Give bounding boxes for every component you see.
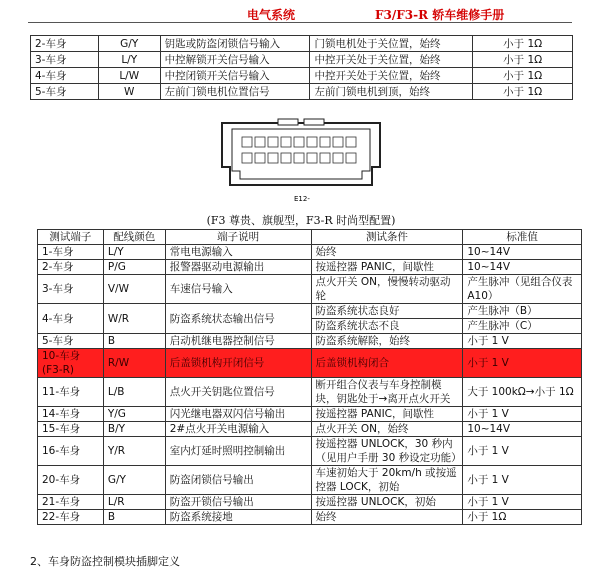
table-row <box>31 52 573 68</box>
terminal-desc-cell: 中控解锁开关信号输入 <box>160 52 310 68</box>
terminal-cell: 2-车身 <box>38 260 104 275</box>
test-condition-cell: 左前门锁电机到顶，始终 <box>310 84 473 100</box>
terminal-cell: 21-车身 <box>38 495 104 510</box>
terminal-cell: 4-车身 <box>38 304 104 334</box>
standard-value-cell: 小于 1 V <box>463 437 582 466</box>
terminal-cell: 11-车身 <box>38 378 104 407</box>
standard-value-cell: 产生脉冲（B） <box>463 304 582 319</box>
wire-color-cell: Y/G <box>103 407 165 422</box>
standard-value-cell: 小于 1Ω <box>473 68 573 84</box>
test-condition-cell: 点火开关 ON，慢慢转动驱动轮 <box>311 275 463 304</box>
test-condition-cell: 门锁电机处于关位置，始终 <box>310 36 473 52</box>
table-row <box>38 495 582 510</box>
wire-color-cell: B/Y <box>103 422 165 437</box>
table-row <box>38 245 582 260</box>
test-condition-cell: 按遥控器 PANIC，间歇性 <box>311 407 463 422</box>
table-row <box>38 422 582 437</box>
test-condition-cell: 始终 <box>311 245 463 260</box>
standard-value-cell: 大于 100kΩ→小于 1Ω <box>463 378 582 407</box>
terminal-cell: 10-车身 (F3-R) <box>38 349 104 378</box>
test-condition-cell: 防盗系统状态良好 <box>311 304 463 319</box>
table-row <box>38 275 582 304</box>
standard-value-cell: 10~14V <box>463 260 582 275</box>
terminal-cell: 3-车身 <box>38 275 104 304</box>
terminal-desc-cell: 点火开关钥匙位置信号 <box>165 378 311 407</box>
header-terminal-desc: 端子说明 <box>165 230 311 245</box>
table-row <box>38 378 582 407</box>
terminal-desc-cell: 钥匙或防盗闭锁信号输入 <box>160 36 310 52</box>
connector-caption: (F3 尊贵、旗舰型，F3-R 时尚型配置) <box>206 214 396 227</box>
table-row <box>38 437 582 466</box>
wire-color-cell: W/R <box>103 304 165 334</box>
terminal-desc-cell: 报警器驱动电源输出 <box>165 260 311 275</box>
terminal-table-main <box>37 229 582 525</box>
standard-value-cell: 小于 1Ω <box>473 84 573 100</box>
table-row <box>38 466 582 495</box>
table-row-highlighted <box>38 349 582 378</box>
standard-value-cell: 小于 1 V <box>463 334 582 349</box>
standard-value-cell: 小于 1Ω <box>463 510 582 525</box>
standard-value-cell: 小于 1Ω <box>473 52 573 68</box>
table-row <box>31 68 573 84</box>
connector-label: E12- <box>294 195 310 203</box>
wire-color-cell: L/Y <box>98 52 160 68</box>
header-divider <box>28 22 572 23</box>
table-row <box>38 304 582 319</box>
connector-pins <box>242 137 356 163</box>
wire-color-cell: L/R <box>103 495 165 510</box>
test-condition-cell: 断开组合仪表与车身控制模块，钥匙处于→离开点火开关 <box>311 378 463 407</box>
wire-color-cell: B <box>103 334 165 349</box>
standard-value-cell: 小于 1Ω <box>473 36 573 52</box>
wire-color-cell: Y/R <box>103 437 165 466</box>
test-condition-cell: 防盗系统状态不良 <box>311 319 463 334</box>
section-footer-title: 2、车身防盗控制模块插脚定义 <box>30 555 180 568</box>
terminal-desc-cell: 防盗闭锁信号输出 <box>165 466 311 495</box>
terminal-cell: 3-车身 <box>31 52 99 68</box>
terminal-cell: 15-车身 <box>38 422 104 437</box>
terminal-cell: 14-车身 <box>38 407 104 422</box>
terminal-cell: 20-车身 <box>38 466 104 495</box>
terminal-desc-cell: 左前门锁电机位置信号 <box>160 84 310 100</box>
table-header-row <box>38 230 582 245</box>
terminal-cell: 1-车身 <box>38 245 104 260</box>
test-condition-cell: 按遥控器 PANIC，间歇性 <box>311 260 463 275</box>
terminal-cell: 5-车身 <box>38 334 104 349</box>
wire-color-cell: L/W <box>98 68 160 84</box>
section-title: 电气系统 <box>247 8 296 22</box>
wire-color-cell: L/B <box>103 378 165 407</box>
table-row <box>38 407 582 422</box>
standard-value-cell: 小于 1 V <box>463 349 582 378</box>
wire-color-cell: P/G <box>103 260 165 275</box>
test-condition-cell: 中控开关处于关位置，始终 <box>310 52 473 68</box>
test-condition-cell: 点火开关 ON，始终 <box>311 422 463 437</box>
wire-color-cell: W <box>98 84 160 100</box>
test-condition-cell: 按遥控器 UNLOCK，初始 <box>311 495 463 510</box>
terminal-desc-cell: 2#点火开关电源输入 <box>165 422 311 437</box>
terminal-desc-cell: 启动机继电器控制信号 <box>165 334 311 349</box>
wire-color-cell: G/Y <box>103 466 165 495</box>
terminal-cell: 16-车身 <box>38 437 104 466</box>
header-standard-value: 标准值 <box>463 230 582 245</box>
wire-color-cell: G/Y <box>98 36 160 52</box>
connector-diagram <box>212 115 390 205</box>
terminal-desc-cell: 室内灯延时照明控制输出 <box>165 437 311 466</box>
wire-color-cell: B <box>103 510 165 525</box>
wire-color-cell: L/Y <box>103 245 165 260</box>
test-condition-cell: 始终 <box>311 510 463 525</box>
terminal-desc-cell: 防盗系统接地 <box>165 510 311 525</box>
standard-value-cell: 小于 1 V <box>463 466 582 495</box>
terminal-desc-cell: 后盖锁机构开闭信号 <box>165 349 311 378</box>
standard-value-cell: 10~14V <box>463 245 582 260</box>
header-test-condition: 测试条件 <box>311 230 463 245</box>
terminal-desc-cell: 闪光继电器双闪信号输出 <box>165 407 311 422</box>
terminal-cell: 4-车身 <box>31 68 99 84</box>
header-wire-color: 配线颜色 <box>103 230 165 245</box>
table-row <box>31 84 573 100</box>
table-row <box>38 260 582 275</box>
terminal-cell: 5-车身 <box>31 84 99 100</box>
test-condition-cell: 后盖锁机构闭合 <box>311 349 463 378</box>
standard-value-cell: 10~14V <box>463 422 582 437</box>
terminal-desc-cell: 中控闭锁开关信号输入 <box>160 68 310 84</box>
standard-value-cell: 产生脉冲（C） <box>463 319 582 334</box>
wire-color-cell: R/W <box>103 349 165 378</box>
table-row <box>38 334 582 349</box>
terminal-cell: 2-车身 <box>31 36 99 52</box>
table-row <box>31 36 573 52</box>
wire-color-cell: V/W <box>103 275 165 304</box>
standard-value-cell: 产生脉冲（见组合仪表 A10） <box>463 275 582 304</box>
standard-value-cell: 小于 1 V <box>463 495 582 510</box>
terminal-desc-cell: 防盗系统状态输出信号 <box>165 304 311 334</box>
test-condition-cell: 车速初始大于 20km/h 或按遥控器 LOCK，初始 <box>311 466 463 495</box>
terminal-desc-cell: 常电电源输入 <box>165 245 311 260</box>
header-terminal: 测试端子 <box>38 230 104 245</box>
standard-value-cell: 小于 1 V <box>463 407 582 422</box>
test-condition-cell: 按遥控器 UNLOCK，30 秒内（见用户手册 30 秒设定功能） <box>311 437 463 466</box>
terminal-cell: 22-车身 <box>38 510 104 525</box>
manual-title: F3/F3-R 轿车维修手册 <box>375 8 505 22</box>
terminal-desc-cell: 防盗开锁信号输出 <box>165 495 311 510</box>
table-row <box>38 510 582 525</box>
test-condition-cell: 防盗系统解除，始终 <box>311 334 463 349</box>
terminal-table-top <box>30 35 573 100</box>
test-condition-cell: 中控开关处于关位置，始终 <box>310 68 473 84</box>
terminal-desc-cell: 车速信号输入 <box>165 275 311 304</box>
